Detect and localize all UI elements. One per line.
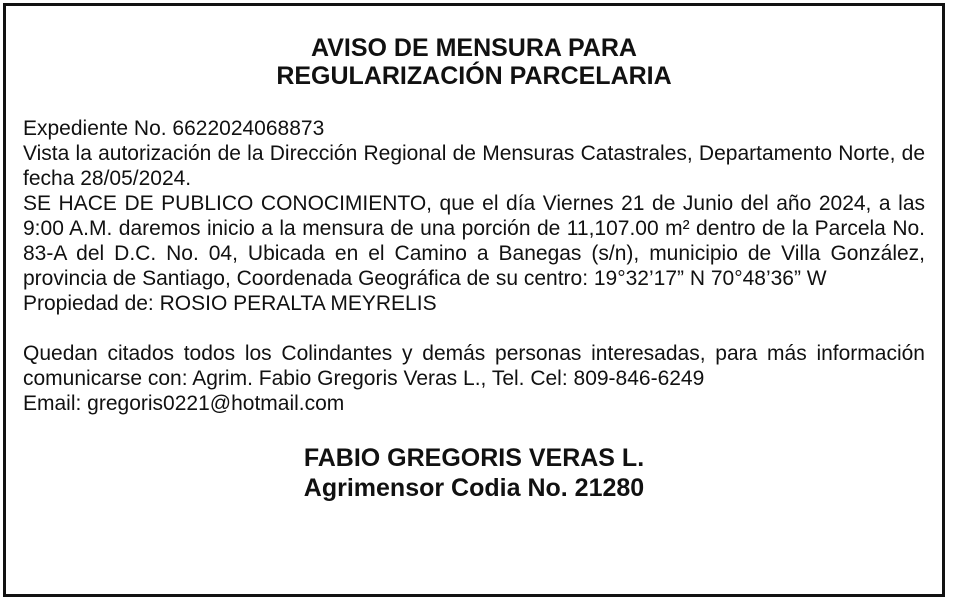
notice-border xyxy=(3,3,945,597)
title-line-2: REGULARIZACIÓN PARCELARIA xyxy=(276,62,672,90)
notice-content xyxy=(23,6,925,594)
contact-email: Email: gregoris0221@hotmail.com xyxy=(23,392,345,415)
signature-block xyxy=(23,443,925,503)
notice-body xyxy=(23,116,925,416)
property-owner: Propiedad de: ROSIO PERALTA MEYRELIS xyxy=(23,292,437,315)
contact-paragraph: Quedan citados todos los Colindantes y demás personas interesadas, para más información comunicarse con: Agrim. Fabio Gregoris Veras L., Tel. Cel: 809-846-6249 xyxy=(23,342,925,390)
signature-name: FABIO GREGORIS VERAS L. xyxy=(303,444,645,472)
signature-title: Agrimensor Codia No. 21280 xyxy=(303,474,645,502)
title-line-1: AVISO DE MENSURA PARA xyxy=(311,34,637,62)
announcement-paragraph: SE HACE DE PUBLICO CONOCIMIENTO, que el día Viernes 21 de Junio del año 2024, a las 9:00 A.M. daremos inicio a la mensura de una porción de 11,107.00 m² dentro de la Parcela No. 83-A del D.C. No. 04, Ubicada en el Camino a Banegas (s/n), municipio de Villa González, provincia de Santiago, Coordenada Geográfica de su centro: 19°32’17” N 70°48’36” W xyxy=(23,192,925,290)
expediente-number: Expediente No. 6622024068873 xyxy=(23,117,325,140)
paragraph-spacer xyxy=(23,316,925,341)
notice-title xyxy=(23,34,925,90)
authorization-paragraph: Vista la autorización de la Dirección Regional de Mensuras Catastrales, Departamento Norte, de fecha 28/05/2024. xyxy=(23,142,925,190)
